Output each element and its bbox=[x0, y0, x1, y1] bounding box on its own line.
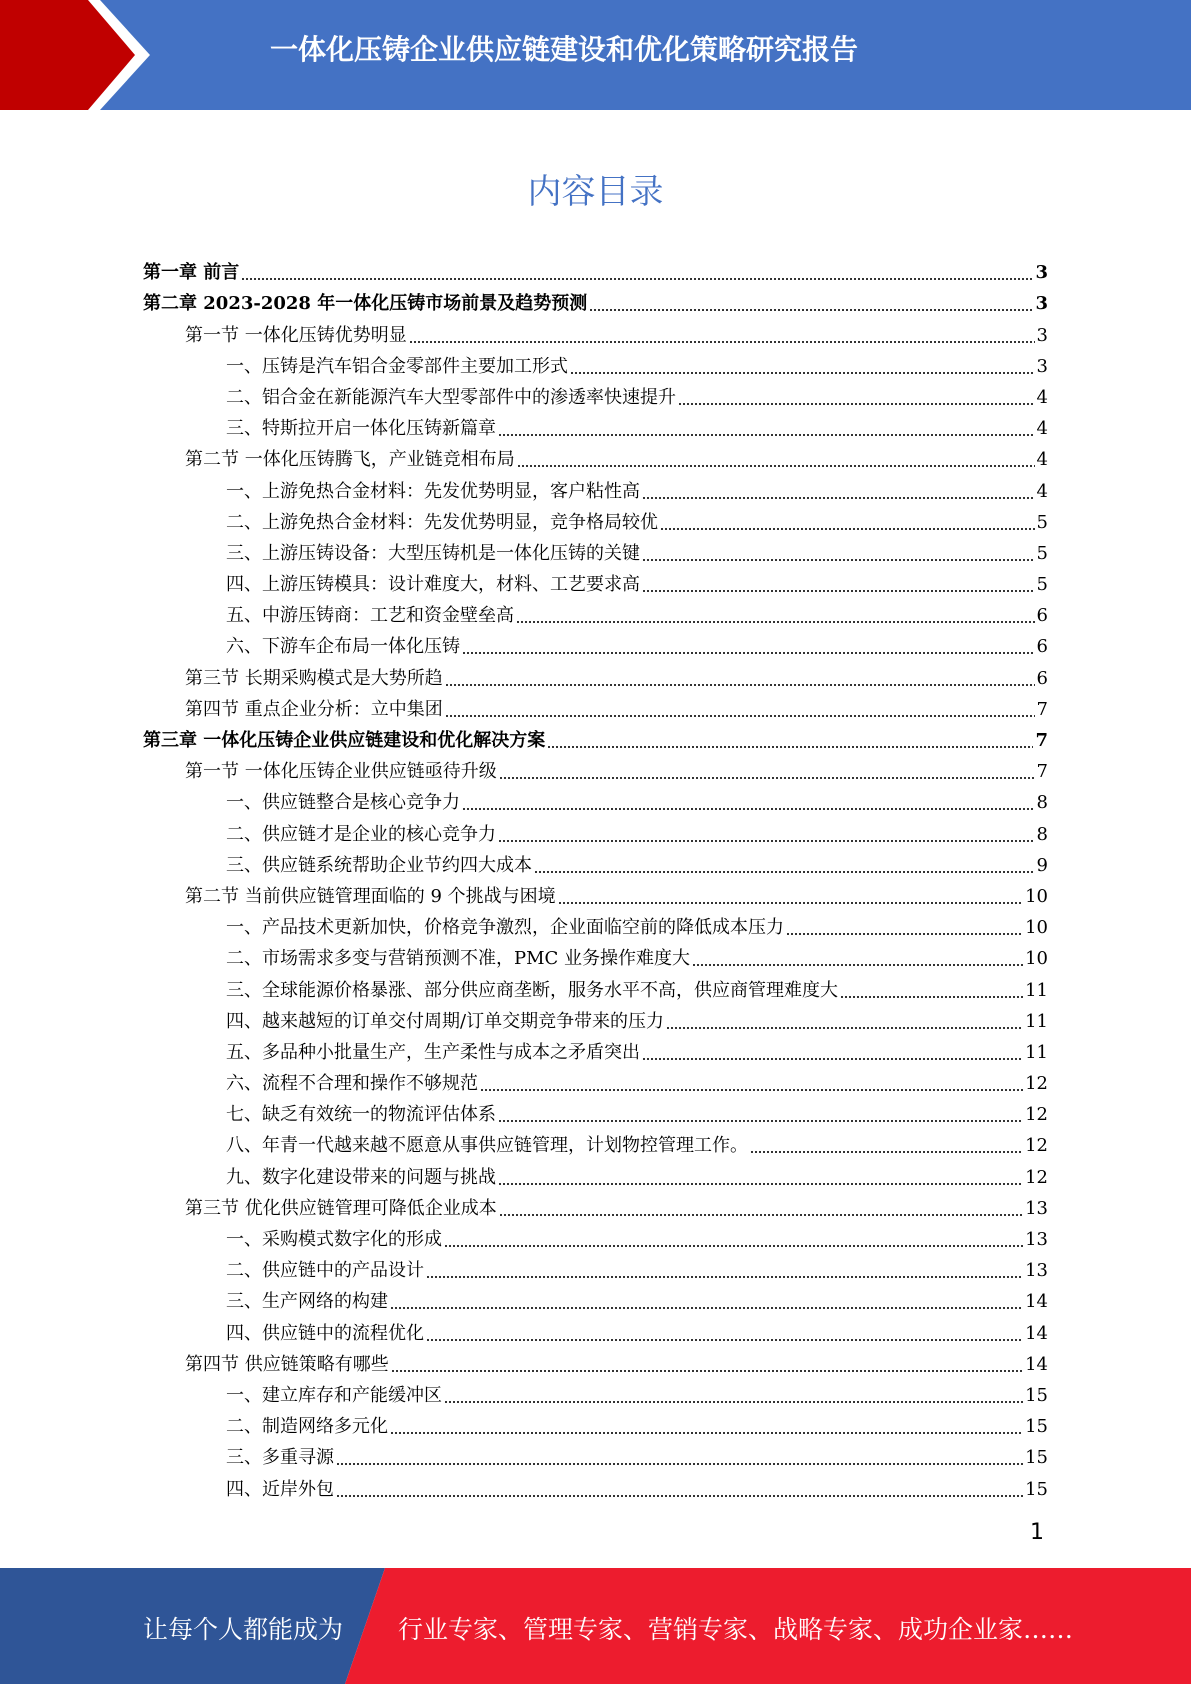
toc-entry-title: 第一章 前言 bbox=[143, 262, 240, 284]
toc-entry-title: 第二节 一体化压铸腾飞，产业链竞相布局 bbox=[185, 449, 515, 471]
toc-entry[interactable] bbox=[143, 940, 1048, 971]
dot-leader bbox=[678, 403, 1035, 405]
toc-entry-page: 15 bbox=[1025, 1447, 1048, 1469]
toc-entry-title: 一、压铸是汽车铝合金零部件主要加工形式 bbox=[226, 355, 568, 377]
toc-entry[interactable] bbox=[143, 535, 1048, 566]
toc-entry-title: 第三章 一体化压铸企业供应链建设和优化解决方案 bbox=[143, 730, 546, 751]
toc-entry-page: 6 bbox=[1036, 667, 1048, 689]
toc-entry-title: 四、上游压铸模具：设计难度大，材料、工艺要求高 bbox=[226, 574, 640, 596]
toc-entry-title: 二、供应链中的产品设计 bbox=[226, 1260, 424, 1282]
dot-leader bbox=[391, 1370, 1023, 1372]
dot-leader bbox=[498, 1120, 1023, 1122]
toc-entry[interactable] bbox=[143, 566, 1048, 597]
toc-entry-title: 六、流程不合理和操作不够规范 bbox=[226, 1073, 478, 1095]
toc-entry[interactable] bbox=[143, 504, 1048, 535]
toc-entry-page: 4 bbox=[1036, 449, 1048, 471]
toc-entry[interactable] bbox=[143, 348, 1048, 379]
toc-entry-page: 4 bbox=[1036, 480, 1048, 502]
toc-entry-page: 10 bbox=[1025, 917, 1048, 939]
toc-entry[interactable] bbox=[143, 1158, 1048, 1189]
toc-entry-title: 八、年青一代越来越不愿意从事供应链管理，计划物控管理工作。 bbox=[226, 1135, 748, 1157]
toc-entry[interactable] bbox=[143, 1346, 1048, 1377]
toc-entry-page: 6 bbox=[1036, 605, 1048, 627]
toc-entry[interactable] bbox=[143, 722, 1048, 753]
dot-leader bbox=[444, 1401, 1023, 1403]
dot-leader bbox=[498, 1183, 1023, 1185]
footer-slogan-right: 行业专家、管理专家、营销专家、战略专家、成功企业家…… bbox=[398, 1615, 1074, 1644]
dot-leader bbox=[445, 684, 1035, 686]
toc-entry-page: 13 bbox=[1025, 1197, 1048, 1219]
toc-entry-page: 15 bbox=[1025, 1416, 1048, 1438]
toc-entry-page: 8 bbox=[1036, 792, 1048, 814]
toc-entry[interactable] bbox=[143, 753, 1048, 784]
toc-entry-page: 14 bbox=[1025, 1353, 1048, 1375]
dot-leader bbox=[750, 1151, 1023, 1153]
toc-entry[interactable] bbox=[143, 1283, 1048, 1314]
toc-entry-page: 15 bbox=[1025, 1478, 1048, 1500]
toc-entry[interactable] bbox=[143, 971, 1048, 1002]
toc-entry-title: 一、建立库存和产能缓冲区 bbox=[226, 1384, 442, 1406]
toc-entry-title: 四、供应链中的流程优化 bbox=[226, 1322, 424, 1344]
toc-entry-title: 三、上游压铸设备：大型压铸机是一体化压铸的关键 bbox=[226, 542, 640, 564]
toc-entry[interactable] bbox=[143, 441, 1048, 472]
dot-leader bbox=[499, 777, 1035, 779]
toc-entry-page: 13 bbox=[1025, 1229, 1048, 1250]
toc-entry-page: 5 bbox=[1036, 542, 1048, 564]
dot-leader bbox=[390, 1432, 1023, 1434]
toc-entry[interactable] bbox=[143, 628, 1048, 659]
toc-entry-page: 9 bbox=[1036, 854, 1048, 876]
toc-entry[interactable] bbox=[143, 1034, 1048, 1065]
toc-entry-page: 11 bbox=[1025, 1041, 1048, 1063]
toc-entry-page: 5 bbox=[1036, 511, 1048, 533]
dot-leader bbox=[498, 840, 1035, 842]
toc-entry-page: 14 bbox=[1025, 1322, 1048, 1344]
toc-entry[interactable] bbox=[143, 1439, 1048, 1470]
toc-entry-page: 5 bbox=[1036, 574, 1048, 596]
dot-leader bbox=[547, 746, 1033, 748]
toc-entry[interactable] bbox=[143, 254, 1048, 285]
toc-entry-title: 二、上游免热合金材料：先发优势明显，竞争格局较优 bbox=[226, 511, 658, 533]
dot-leader bbox=[840, 996, 1023, 998]
dot-leader bbox=[336, 1463, 1023, 1465]
toc-entry-page: 8 bbox=[1036, 823, 1048, 845]
toc-entry-page: 7 bbox=[1035, 730, 1048, 751]
toc-entry-page: 4 bbox=[1036, 386, 1048, 408]
dot-leader bbox=[426, 1276, 1023, 1278]
toc-entry-page: 12 bbox=[1025, 1135, 1048, 1157]
toc-entry-title: 二、铝合金在新能源汽车大型零部件中的渗透率快速提升 bbox=[226, 386, 676, 408]
toc-entry-page: 3 bbox=[1036, 324, 1048, 346]
toc-entry-title: 二、市场需求多变与营销预测不准，PMC 业务操作难度大 bbox=[226, 948, 691, 970]
dot-leader bbox=[558, 902, 1023, 904]
dot-leader bbox=[498, 434, 1035, 436]
dot-leader bbox=[445, 715, 1035, 717]
toc-entry-page: 12 bbox=[1025, 1073, 1048, 1095]
toc-entry[interactable] bbox=[143, 1096, 1048, 1127]
toc-entry[interactable] bbox=[143, 909, 1048, 940]
dot-leader bbox=[462, 652, 1035, 654]
toc-entry-page: 11 bbox=[1025, 979, 1048, 1001]
toc-entry-title: 第四节 重点企业分析：立中集团 bbox=[185, 698, 443, 720]
toc-entry-title: 第二章 2023-2028 年一体化压铸市场前景及趋势预测 bbox=[143, 293, 588, 315]
toc-entry-title: 一、上游免热合金材料：先发优势明显，客户粘性高 bbox=[226, 480, 640, 502]
toc-heading: 内容目录 bbox=[527, 172, 664, 212]
toc-entry-title: 二、供应链才是企业的核心竞争力 bbox=[226, 823, 496, 845]
toc-entry-title: 三、多重寻源 bbox=[226, 1447, 334, 1469]
toc-entry-title: 四、近岸外包 bbox=[226, 1478, 334, 1500]
toc-entry[interactable] bbox=[143, 878, 1048, 909]
toc-entry[interactable] bbox=[143, 659, 1048, 690]
toc-entry[interactable] bbox=[143, 847, 1048, 878]
dot-leader bbox=[660, 528, 1035, 530]
toc-entry[interactable] bbox=[143, 1190, 1048, 1221]
toc-entry-title: 四、越来越短的订单交付周期/订单交期竞争带来的压力 bbox=[226, 1010, 665, 1032]
toc-entry[interactable] bbox=[143, 410, 1048, 441]
toc-entry-title: 三、生产网络的构建 bbox=[226, 1291, 388, 1313]
toc-entry[interactable] bbox=[143, 815, 1048, 846]
toc-entry[interactable] bbox=[143, 316, 1048, 347]
toc-entry-page: 10 bbox=[1025, 885, 1048, 907]
toc-entry-page: 7 bbox=[1036, 761, 1048, 783]
page-number: 1 bbox=[1030, 1520, 1044, 1545]
toc-entry-title: 第二节 当前供应链管理面临的 9 个挑战与困境 bbox=[185, 885, 556, 907]
toc-entry-page: 3 bbox=[1036, 355, 1048, 377]
toc-entry[interactable] bbox=[143, 472, 1048, 503]
toc-entry-title: 六、下游车企布局一体化压铸 bbox=[226, 636, 460, 658]
toc-entry[interactable] bbox=[143, 285, 1048, 316]
toc-entry-page: 12 bbox=[1025, 1104, 1048, 1126]
dot-leader bbox=[534, 871, 1035, 873]
dot-leader bbox=[480, 1089, 1023, 1091]
dot-leader bbox=[570, 372, 1035, 374]
toc-entry-page: 6 bbox=[1036, 636, 1048, 658]
dot-leader bbox=[517, 465, 1035, 467]
dot-leader bbox=[589, 309, 1033, 311]
dot-leader bbox=[516, 621, 1035, 623]
toc-entry[interactable] bbox=[143, 1221, 1048, 1252]
dot-leader bbox=[390, 1307, 1023, 1309]
toc-entry[interactable] bbox=[143, 379, 1048, 410]
dot-leader bbox=[444, 1245, 1023, 1247]
footer-bar bbox=[0, 1568, 1191, 1684]
toc-entry-title: 三、供应链系统帮助企业节约四大成本 bbox=[226, 854, 532, 876]
toc-entry[interactable] bbox=[143, 1252, 1048, 1283]
toc-entry[interactable] bbox=[143, 1065, 1048, 1096]
dot-leader bbox=[499, 1214, 1023, 1216]
dot-leader bbox=[462, 808, 1035, 810]
footer-slogan-left: 让每个人都能成为 bbox=[143, 1615, 344, 1644]
toc-entry-page: 10 bbox=[1025, 948, 1048, 970]
toc-entry[interactable] bbox=[143, 1377, 1048, 1408]
toc-entry[interactable] bbox=[143, 1314, 1048, 1345]
toc-entry[interactable] bbox=[143, 1003, 1048, 1034]
table-of-contents bbox=[143, 254, 1048, 1502]
toc-entry-title: 二、制造网络多元化 bbox=[226, 1416, 388, 1438]
dot-leader bbox=[692, 964, 1023, 966]
dot-leader bbox=[786, 933, 1023, 935]
dot-leader bbox=[426, 1339, 1023, 1341]
toc-entry-title: 七、缺乏有效统一的物流评估体系 bbox=[226, 1104, 496, 1126]
report-title: 一体化压铸企业供应链建设和优化策略研究报告 bbox=[270, 33, 859, 66]
toc-entry-page: 12 bbox=[1025, 1166, 1048, 1188]
toc-entry-title: 第四节 供应链策略有哪些 bbox=[185, 1353, 389, 1375]
dot-leader bbox=[642, 559, 1035, 561]
toc-entry-title: 三、全球能源价格暴涨、部分供应商垄断，服务水平不高，供应商管理难度大 bbox=[226, 979, 838, 1001]
toc-entry-page: 13 bbox=[1025, 1260, 1048, 1282]
toc-entry[interactable] bbox=[143, 1408, 1048, 1439]
toc-entry[interactable] bbox=[143, 1470, 1048, 1501]
toc-entry-page: 3 bbox=[1035, 262, 1048, 284]
toc-entry-page: 4 bbox=[1036, 418, 1048, 440]
toc-entry-title: 五、中游压铸商：工艺和资金壁垒高 bbox=[226, 605, 514, 627]
dot-leader bbox=[642, 497, 1035, 499]
toc-entry-title: 一、供应链整合是核心竞争力 bbox=[226, 792, 460, 814]
toc-entry-title: 九、数字化建设带来的问题与挑战 bbox=[226, 1166, 496, 1188]
toc-entry-title: 第三节 长期采购模式是大势所趋 bbox=[185, 667, 443, 689]
toc-entry-title: 第一节 一体化压铸优势明显 bbox=[185, 324, 407, 346]
dot-leader bbox=[642, 590, 1035, 592]
toc-entry[interactable] bbox=[143, 691, 1048, 722]
toc-entry[interactable] bbox=[143, 784, 1048, 815]
dot-leader bbox=[241, 278, 1033, 280]
header-bar bbox=[0, 0, 1191, 110]
toc-entry-page: 7 bbox=[1036, 698, 1048, 720]
toc-entry-page: 15 bbox=[1025, 1384, 1048, 1406]
dot-leader bbox=[336, 1495, 1023, 1497]
toc-entry[interactable] bbox=[143, 1127, 1048, 1158]
toc-entry-title: 第一节 一体化压铸企业供应链亟待升级 bbox=[185, 761, 497, 783]
toc-entry-page: 11 bbox=[1025, 1010, 1048, 1032]
toc-entry-title: 一、采购模式数字化的形成 bbox=[226, 1229, 442, 1250]
dot-leader bbox=[666, 1027, 1023, 1029]
dot-leader bbox=[642, 1058, 1023, 1060]
toc-entry[interactable] bbox=[143, 597, 1048, 628]
toc-entry-title: 五、多品种小批量生产，生产柔性与成本之矛盾突出 bbox=[226, 1041, 640, 1063]
toc-entry-page: 3 bbox=[1035, 293, 1048, 315]
toc-entry-page: 14 bbox=[1025, 1291, 1048, 1313]
dot-leader bbox=[409, 341, 1035, 343]
toc-entry-title: 三、特斯拉开启一体化压铸新篇章 bbox=[226, 418, 496, 440]
toc-entry-title: 第三节 优化供应链管理可降低企业成本 bbox=[185, 1197, 497, 1219]
toc-entry-title: 一、产品技术更新加快，价格竞争激烈，企业面临空前的降低成本压力 bbox=[226, 917, 784, 939]
